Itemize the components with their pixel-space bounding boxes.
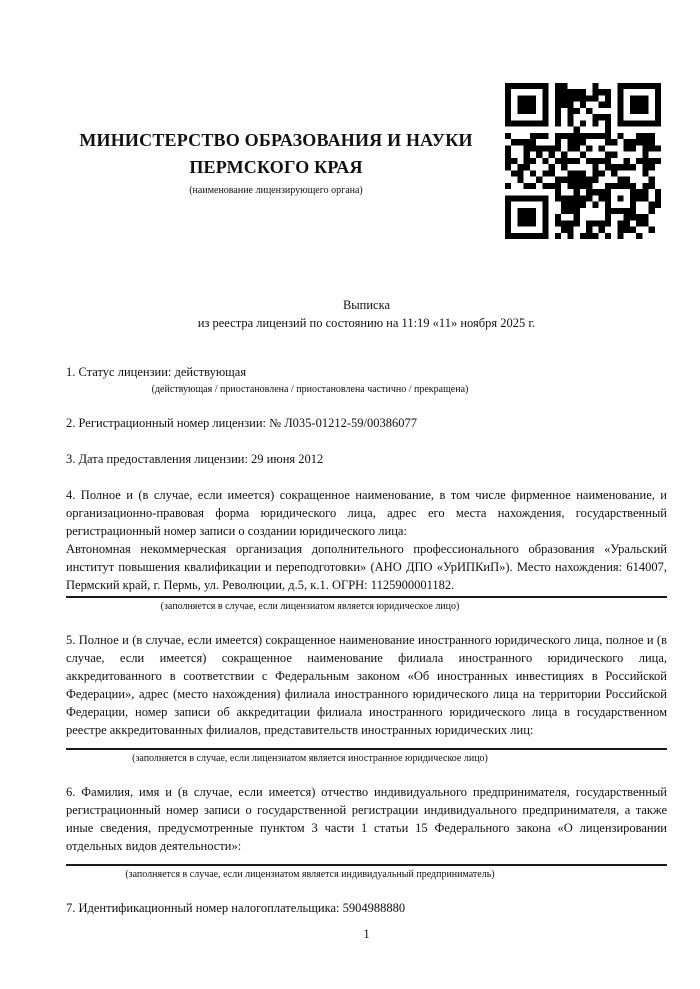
individual-entrepreneur-label: 6. Фамилия, имя и (в случае, если имеется) отчество индивидуального предпринимателя, государственный регистрационный номер записи о государственной регистрации индивидуального предпринимателя, а также иные сведения, предусмотренные пунктом 3 части 1 статьи 15 Федерального закона «О лицензировании отдельных видов деятельности»: <box>66 785 667 853</box>
licensing-authority-header <box>59 127 493 197</box>
document-title-line1: Выписка <box>342 298 391 312</box>
document-title <box>66 296 667 332</box>
legal-entity-note: (заполняется в случае, если лицензиатом является юридическое лицо) <box>160 601 460 612</box>
fill-line <box>66 748 667 750</box>
legal-entity-label: 4. Полное и (в случае, если имеется) сокращенное наименование, в том числе фирменное наименование, и организационно-правовая форма юридического лица, адрес его места нахождения, государственный регистрационный номер записи о создании юридического лица: <box>66 488 667 538</box>
taxpayer-number-text: 7. Идентификационный номер налогоплательщика: 5904988880 <box>66 901 406 915</box>
fill-line <box>66 596 667 598</box>
item-grant-date <box>66 450 667 468</box>
fill-line <box>66 864 667 866</box>
foreign-entity-label: 5. Полное и (в случае, если имеется) сокращенное наименование иностранного юридического лица, полное и (в случае, если имеется) сокращенное наименование филиала иностранного юридического лица, аккредитованного в соответствии с Федеральным законом «Об иностранных инвестициях в Российской Федерации», адрес (место нахождения) филиала иностранного юридического лица на территории Российской Федерации, номер записи об аккредитации филиала иностранного юридического лица в государственном реестре аккредитованных филиалов, представительств иностранных юридических лиц: <box>66 633 667 737</box>
registration-number-text: 2. Регистрационный номер лицензии: № Л035-01212-59/00386077 <box>66 416 417 430</box>
individual-entrepreneur-note: (заполняется в случае, если лицензиатом является индивидуальный предприниматель) <box>125 869 495 880</box>
ministry-name-note: (наименование лицензирующего органа) <box>189 185 363 196</box>
license-status-options-note: (действующая / приостановлена / приостановлена частично / прекращена) <box>151 384 469 395</box>
ministry-name-line1: МИНИСТЕРСТВО ОБРАЗОВАНИЯ И НАУКИ <box>79 130 473 150</box>
document-title-line2: из реестра лицензий по состоянию на 11:19 «11» ноября 2025 г. <box>197 316 536 330</box>
grant-date-text: 3. Дата предоставления лицензии: 29 июня 2012 <box>66 452 324 466</box>
legal-entity-value: Автономная некоммерческая организация дополнительного профессионального образования «Уральский институт повышения квалификации и переподготовки» (АНО ДПО «УрИПКиП»). Место нахождения: 614007, Пермский край, г. Пермь, ул. Революции, д.5, к.1. ОГРН: 1125900001182. <box>66 542 667 592</box>
page-number: 1 <box>363 927 370 941</box>
item-legal-entity <box>66 486 667 613</box>
item-foreign-entity <box>66 631 667 765</box>
license-status-text: 1. Статус лицензии: действующая <box>66 365 247 379</box>
license-items <box>66 363 667 917</box>
item-taxpayer-number <box>66 899 667 917</box>
document-body <box>66 296 667 935</box>
ministry-name-line2: ПЕРМСКОГО КРАЯ <box>189 157 363 177</box>
item-license-status <box>66 363 667 396</box>
item-individual-entrepreneur <box>66 783 667 881</box>
foreign-entity-note: (заполняется в случае, если лицензиатом является иностранное юридическое лицо) <box>132 753 488 764</box>
item-registration-number <box>66 414 667 432</box>
qr-code <box>505 83 661 239</box>
